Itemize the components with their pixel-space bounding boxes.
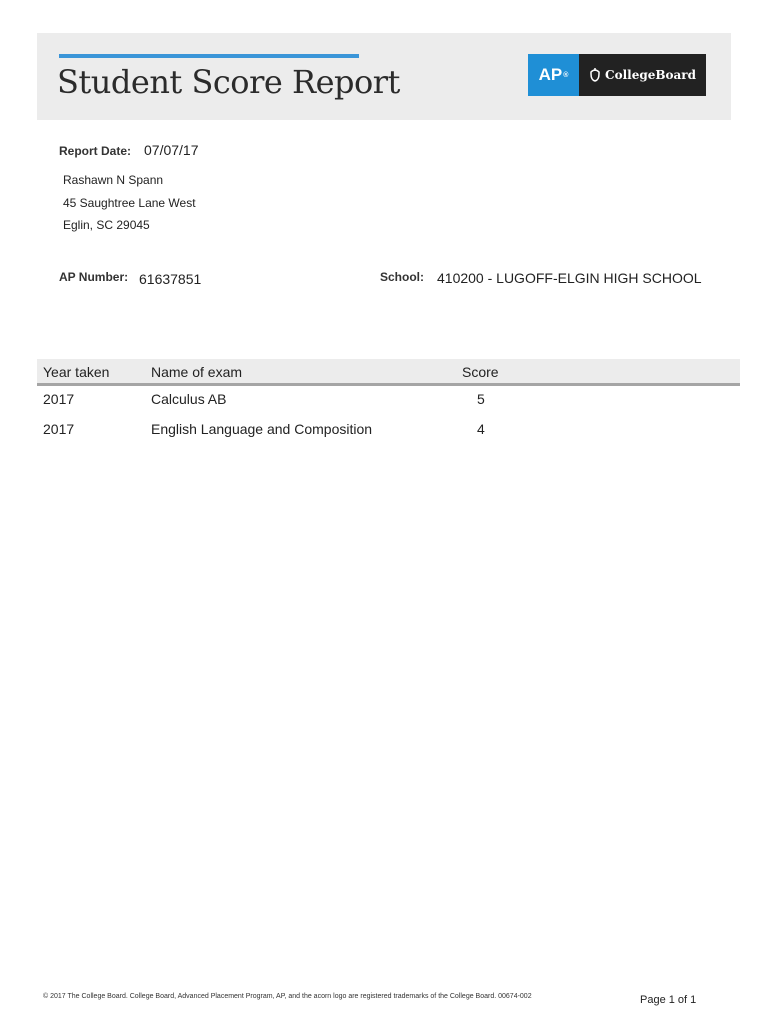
- table-header: [37, 359, 740, 386]
- copyright-footer: © 2017 The College Board. College Board, Advanced Placement Program, AP, and the acorn logo are registered trademarks of the College Board. 00674-002: [43, 993, 532, 1000]
- collegeboard-logo-text: CollegeBoard: [605, 68, 696, 82]
- school-value: 410200 - LUGOFF-ELGIN HIGH SCHOOL: [437, 270, 702, 286]
- report-date-value: 07/07/17: [144, 142, 199, 158]
- ap-logo-registered: ®: [563, 71, 569, 79]
- header-accent-bar: [59, 54, 359, 58]
- row-exam: Calculus AB: [151, 391, 227, 407]
- ap-collegeboard-logo: [528, 54, 706, 96]
- ap-logo-text: AP: [538, 65, 563, 84]
- collegeboard-logo: [579, 54, 706, 96]
- ap-number-value: 61637851: [139, 271, 202, 287]
- scores-table: [37, 359, 740, 446]
- report-header: [37, 33, 731, 120]
- row-score: 5: [477, 391, 485, 407]
- table-row: [37, 386, 740, 416]
- row-exam: English Language and Composition: [151, 421, 373, 437]
- column-header-exam: Name of exam: [151, 364, 243, 380]
- page-title: Student Score Report: [57, 63, 400, 101]
- row-score: 4: [477, 421, 485, 437]
- ap-logo: [528, 54, 579, 96]
- student-name: Rashawn N Spann: [63, 173, 164, 187]
- page-number: Page 1 of 1: [640, 994, 697, 1006]
- school-label: School:: [380, 270, 424, 284]
- address-line-2: Eglin, SC 29045: [63, 218, 150, 232]
- report-date-label: Report Date:: [59, 144, 132, 158]
- column-header-year: Year taken: [43, 364, 110, 380]
- ap-number-label: AP Number:: [59, 270, 129, 284]
- address-line-1: 45 Saughtree Lane West: [63, 196, 196, 210]
- column-header-score: Score: [462, 364, 499, 380]
- row-year: 2017: [43, 421, 75, 437]
- table-row: [37, 416, 740, 446]
- acorn-icon: [589, 68, 601, 82]
- row-year: 2017: [43, 391, 75, 407]
